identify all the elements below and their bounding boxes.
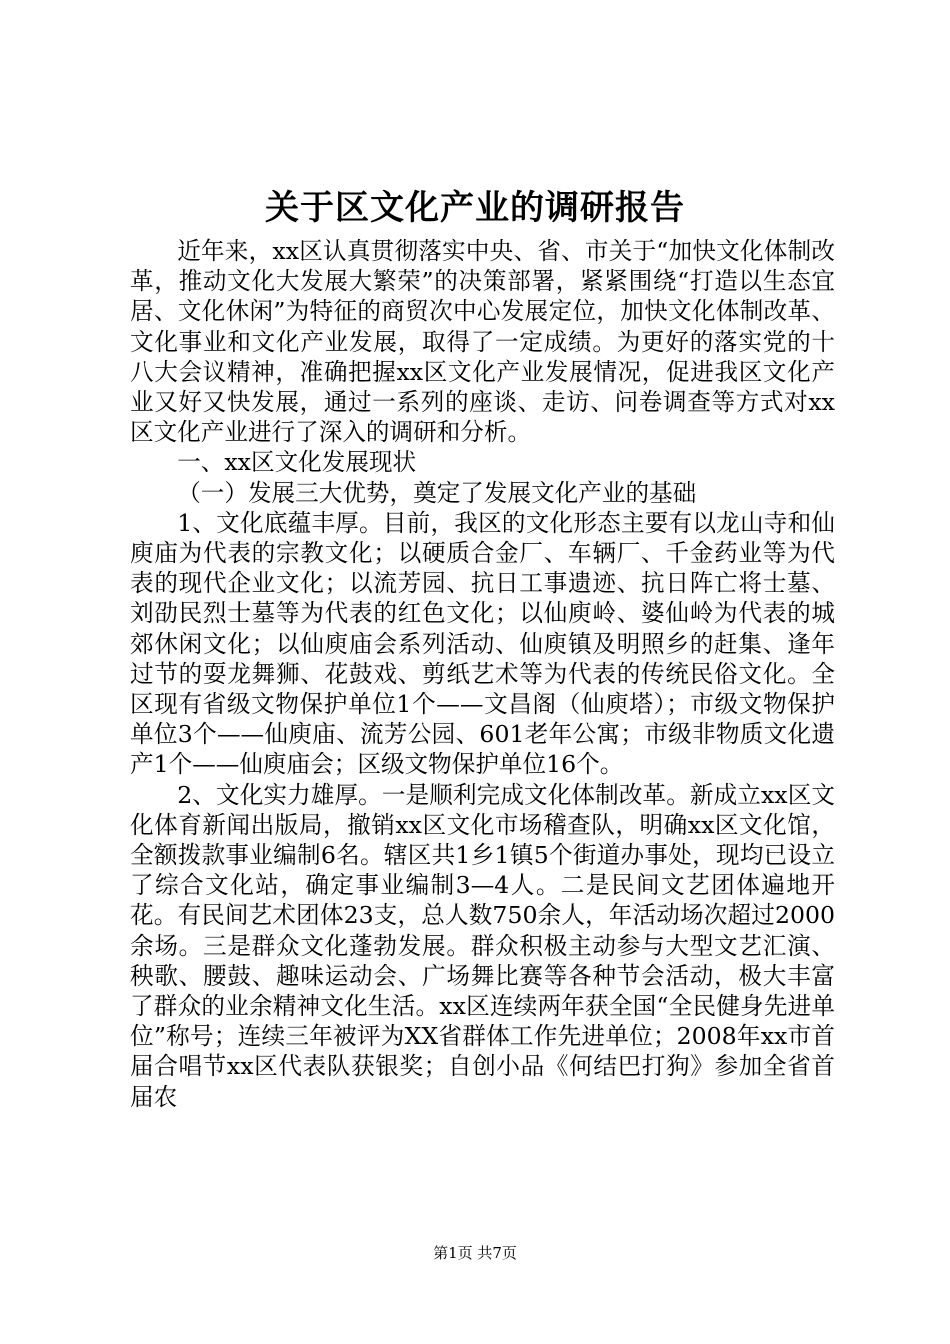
paragraph-culture-heritage: 1、文化底蕴丰厚。目前，我区的文化形态主要有以龙山寺和仙庾庙为代表的宗教文化；以硬质合金厂、车辆厂、千金药业等为代表的现代企业文化；以流芳园、抗日工事遗迹、抗日阵亡将士墓、刘劭民烈士墓等为代表的红色文化；以仙庾岭、婆仙岭为代表的城郊休闲文化；以仙庾庙会系列活动、仙庾镇及明照乡的赶集、逢年过节的耍龙舞狮、花鼓戏、剪纸艺术等为代表的传统民俗文化。全区现有省级文物保护单位1个——文昌阁（仙庾塔）；市级文物保护单位3个——仙庾庙、流芳公园、601老年公寓；市级非物质文化遗产1个——仙庾庙会；区级文物保护单位16个。 bbox=[130, 508, 835, 779]
document-title: 关于区文化产业的调研报告 bbox=[265, 188, 685, 228]
subsection-heading-1: （一）发展三大优势，奠定了发展文化产业的基础 bbox=[177, 478, 697, 507]
document-body bbox=[130, 236, 835, 1112]
paragraph-intro: 近年来，xx区认真贯彻落实中央、省、市关于“加快文化体制改革，推动文化大发展大繁荣”的决策部署，紧紧围绕“打造以生态宜居、文化休闲”为特征的商贸次中心发展定位，加快文化体制改革、文化事业和文化产业发展，取得了一定成绩。为更好的落实党的十八大会议精神，准确把握xx区文化产业发展情况，促进我区文化产业又好又快发展，通过一系列的座谈、走访、问卷调查等方式对xx区文化产业进行了深入的调研和分析。 bbox=[130, 237, 835, 447]
section-heading-1: 一、xx区文化发展现状 bbox=[177, 448, 417, 477]
page-footer: 第1页 共7页 bbox=[433, 1244, 517, 1262]
paragraph-culture-strength: 2、文化实力雄厚。一是顺利完成文化体制改革。新成立xx区文化体育新闻出版局，撤销xx区文化市场稽查队，明确xx区文化馆，全额拨款事业编制6名。辖区共1乡1镇5个街道办事处，现均已设立了综合文化站，确定事业编制3—4人。二是民间文艺团体遍地开花。有民间艺术团体23支，总人数750余人，年活动场次超过2000余场。三是群众文化蓬勃发展。群众积极主动参与大型文艺汇演、秧歌、腰鼓、趣味运动会、广场舞比赛等各种节会活动，极大丰富了群众的业余精神文化生活。xx区连续两年获全国“全民健身先进单位”称号；连续三年被评为XX省群体工作先进单位；2008年xx市首届合唱节xx区代表队获银奖；自创小品《何结巴打狗》参加全省首届农 bbox=[130, 780, 835, 1111]
